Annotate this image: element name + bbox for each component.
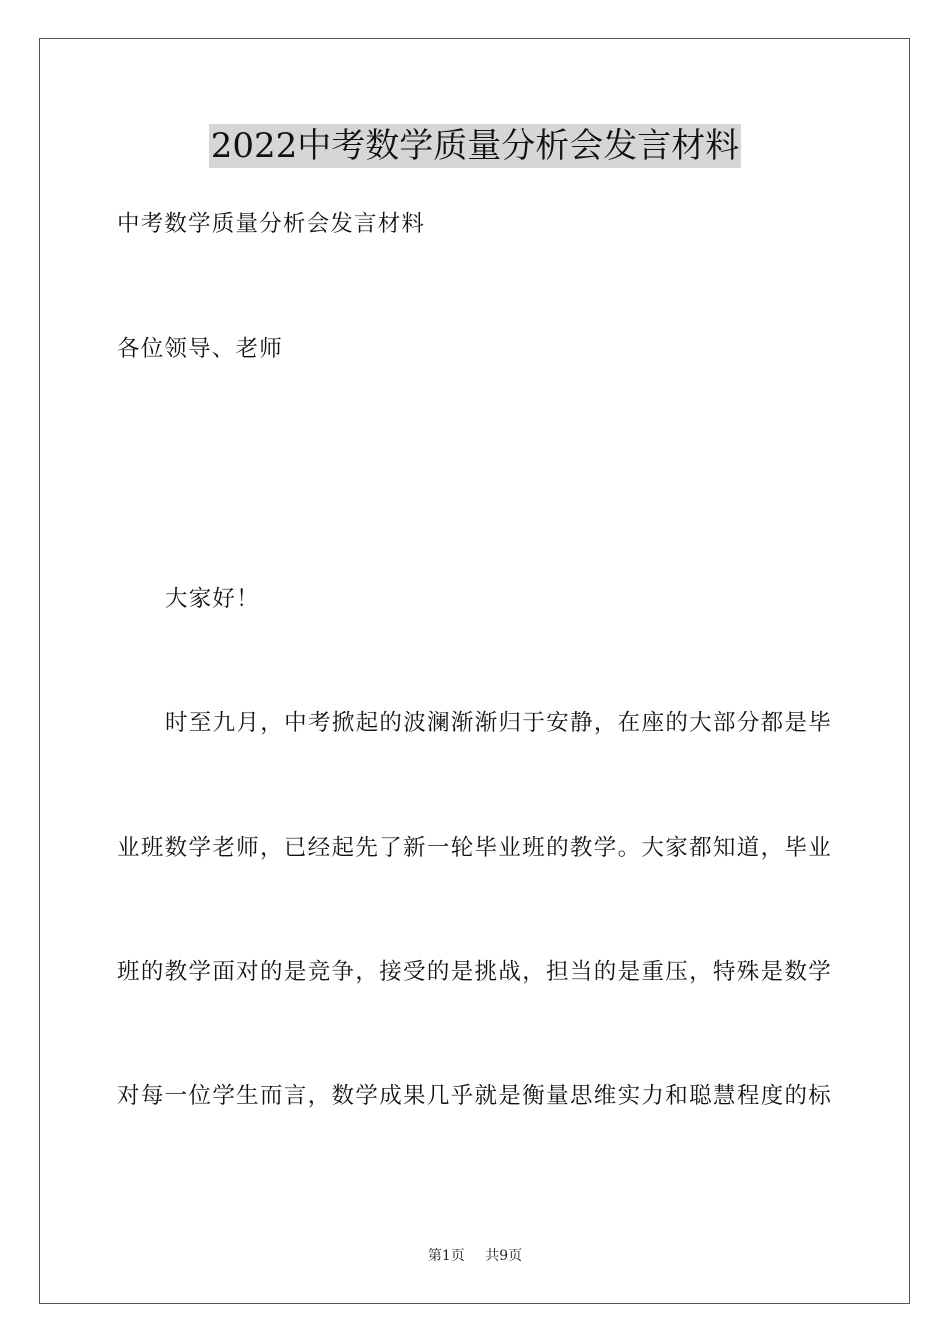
- salutation: 各位领导、老师: [117, 336, 283, 362]
- page-footer: [0, 1246, 950, 1266]
- paragraph-line-3: 班的教学面对的是竞争，接受的是挑战，担当的是重压，特殊是数学: [117, 959, 832, 985]
- greeting: 大家好！: [165, 586, 260, 612]
- page-current-label: 第1页: [427, 1248, 465, 1264]
- page-total-label: 共9页: [485, 1248, 523, 1264]
- paragraph-line-1: 时至九月，中考掀起的波澜渐渐归于安静，在座的大部分都是毕: [165, 710, 832, 736]
- paragraph-line-4: 对每一位学生而言，数学成果几乎就是衡量思维实力和聪慧程度的标: [117, 1083, 832, 1109]
- document-subtitle: 中考数学质量分析会发言材料: [117, 211, 426, 237]
- title-container: [0, 124, 950, 168]
- paragraph-line-2: 业班数学老师，已经起先了新一轮毕业班的教学。大家都知道，毕业: [117, 835, 832, 861]
- document-title: 2022中考数学质量分析会发言材料: [210, 126, 740, 166]
